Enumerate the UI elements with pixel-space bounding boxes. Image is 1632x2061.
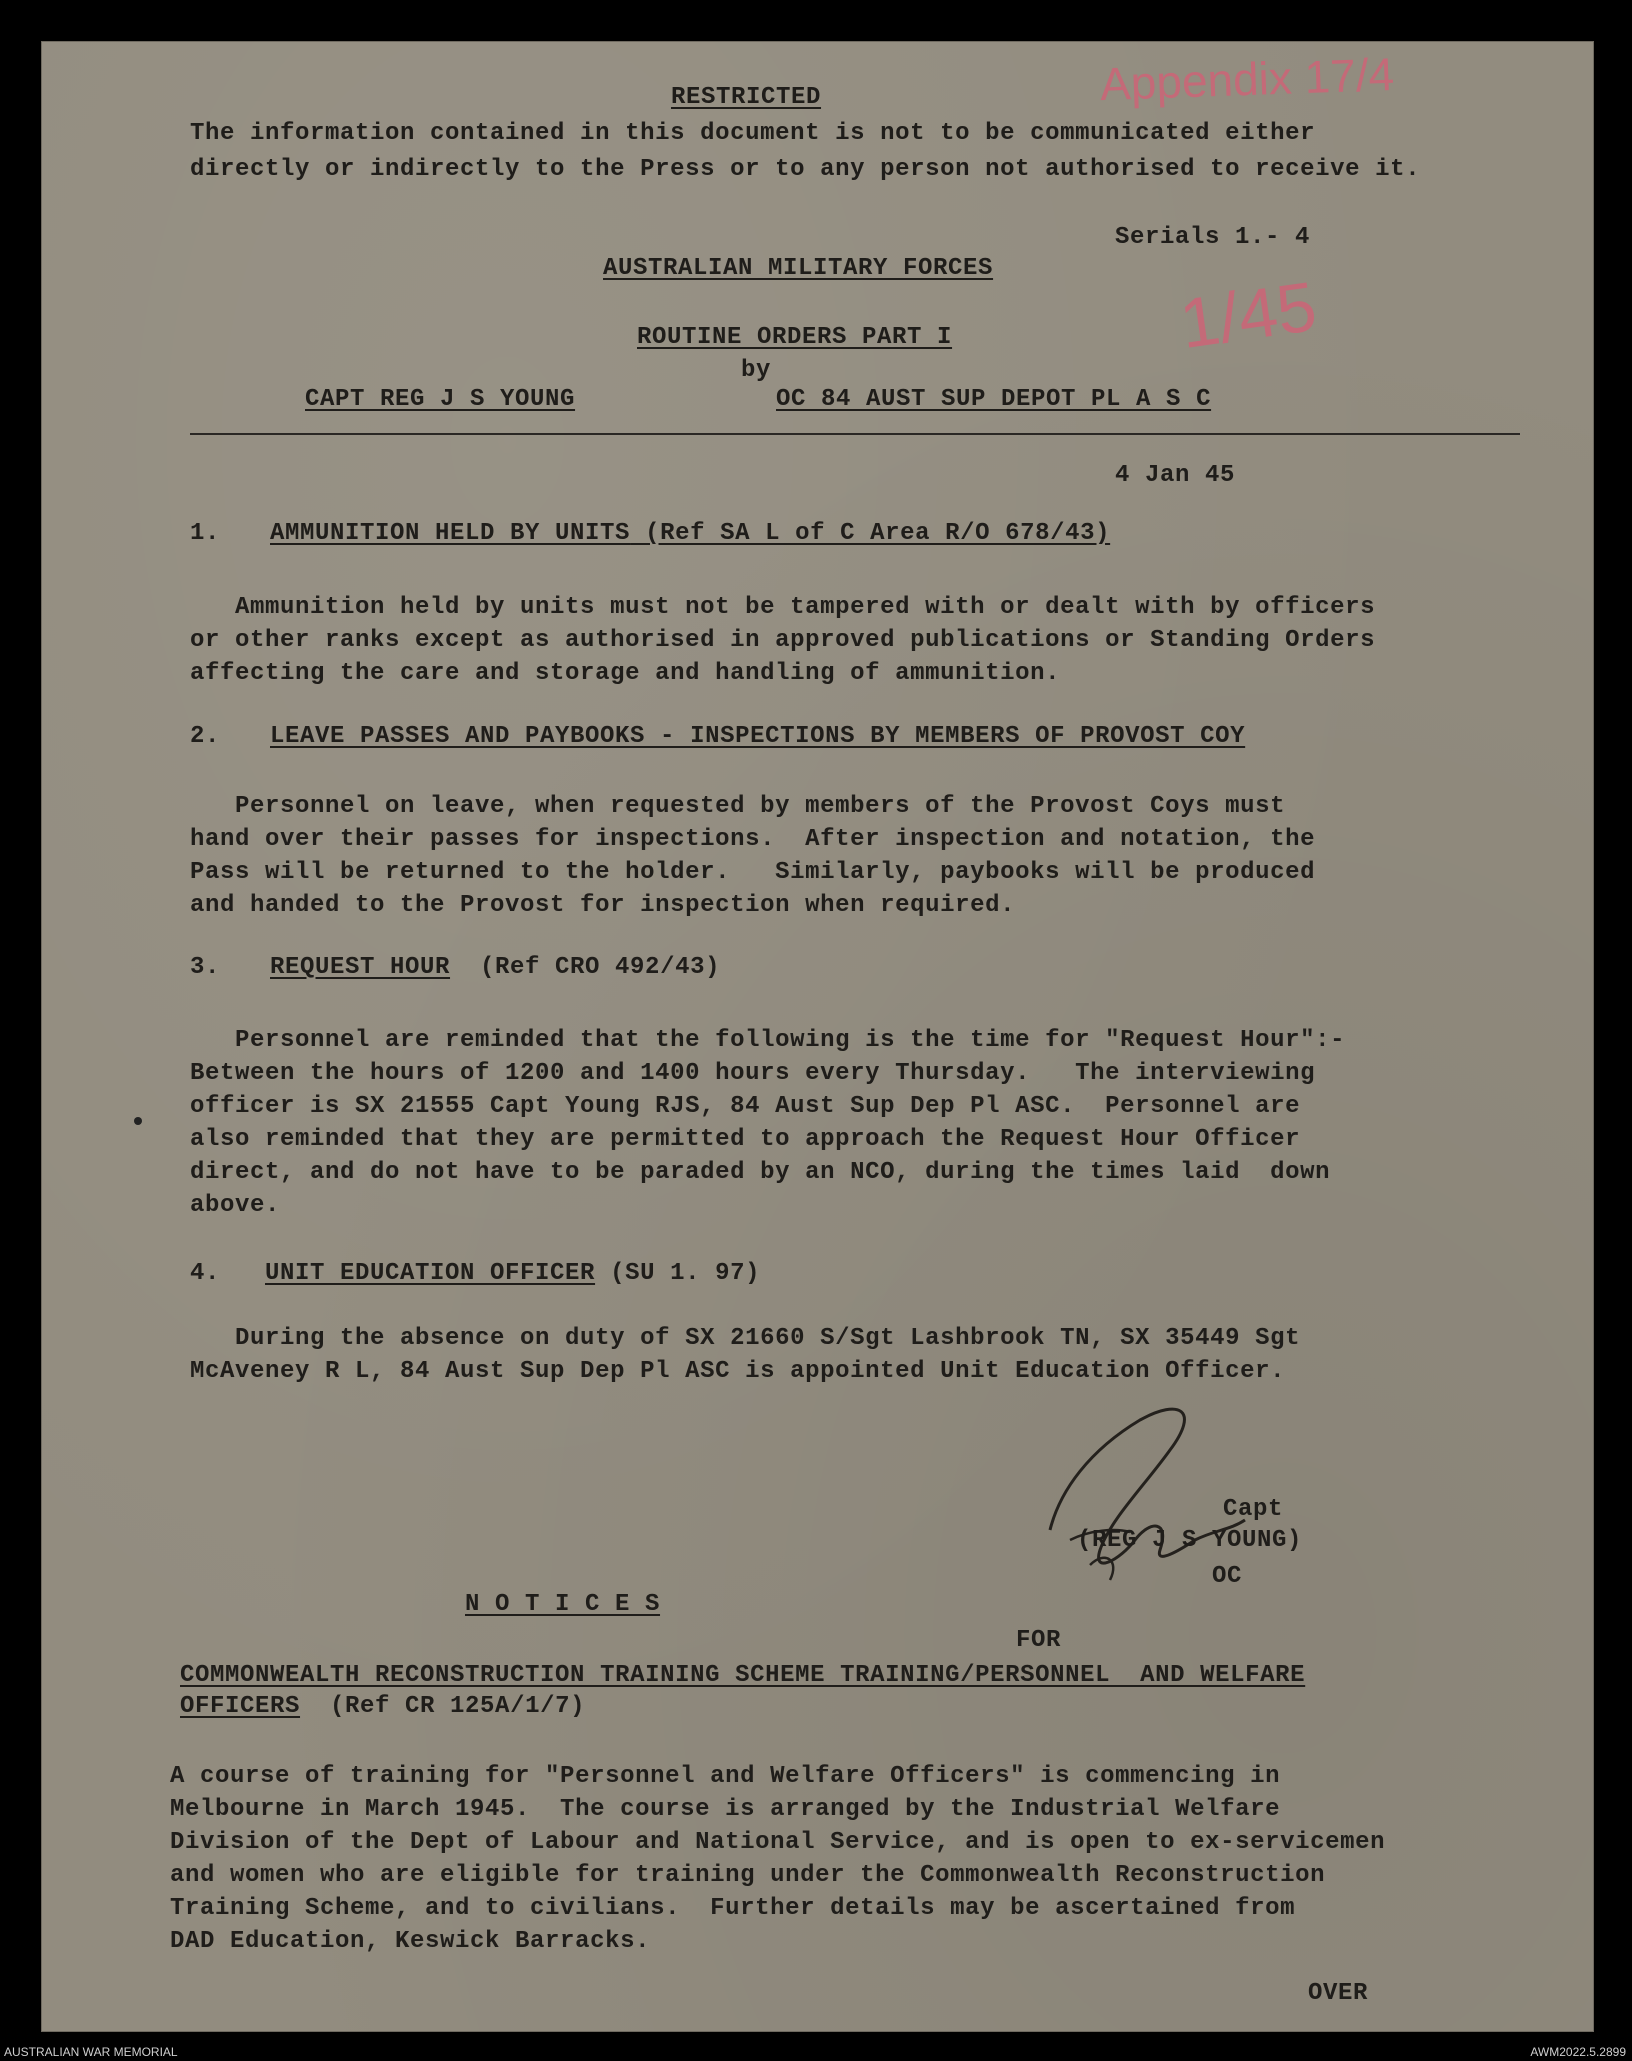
item-3-heading (270, 953, 720, 983)
restricted-heading: RESTRICTED (671, 84, 822, 111)
notices-title-line-1: COMMONWEALTH RECONSTRUCTION TRAINING SCHEME TRAINING/PERSONNEL AND WELFARE (180, 1662, 1306, 1689)
orders-heading: ROUTINE ORDERS PART I (637, 324, 953, 351)
appendix-stamp: Appendix 17/4 (1099, 47, 1395, 111)
item-1-line-2: or other ranks except as authorised in approved publications or Standing Orders (190, 627, 1376, 654)
item-4-line-2: McAveney R L, 84 Aust Sup Dep Pl ASC is appointed Unit Education Officer. (190, 1358, 1286, 1385)
item-2-title: LEAVE PASSES AND PAYBOOKS - INSPECTIONS BY MEMBERS OF PROVOST COY (270, 723, 1246, 750)
item-3-line-6: above. (190, 1192, 281, 1219)
item-4-heading (265, 1259, 760, 1289)
item-1-title: AMMUNITION HELD BY UNITS (270, 520, 631, 547)
notices-ref: (Ref CR 125A/1/7) (300, 1693, 586, 1720)
item-3-ref: (Ref CRO 492/43) (450, 954, 721, 981)
item-3-line-4: also reminded that they are permitted to approach the Request Hour Officer (190, 1126, 1301, 1153)
notices-line-1: A course of training for "Personnel and Welfare Officers" is commencing in (170, 1763, 1281, 1790)
notices-line-2: Melbourne in March 1945. The course is arranged by the Industrial Welfare (170, 1796, 1281, 1823)
item-3-line-5: direct, and do not have to be paraded by an NCO, during the times laid down (190, 1159, 1331, 1186)
item-4-ref: (SU 1. 97) (595, 1260, 761, 1287)
warning-line-1: The information contained in this document is not to be communicated either (190, 120, 1316, 147)
order-date: 4 Jan 45 (1115, 462, 1236, 489)
item-3-number: 3. (190, 954, 221, 981)
order-number-annotation: 1/45 (1175, 266, 1322, 364)
item-3-line-2: Between the hours of 1200 and 1400 hours every Thursday. The interviewing (190, 1060, 1316, 1087)
warning-line-2: directly or indirectly to the Press or to any person not authorised to receive it. (190, 156, 1421, 183)
archive-reference: AWM2022.5.2899 (1530, 2045, 1626, 2059)
item-4-line-1: During the absence on duty of SX 21660 S/Sgt Lashbrook TN, SX 35449 Sgt (190, 1325, 1301, 1352)
item-4-number: 4. (190, 1260, 221, 1287)
item-1-line-1: Ammunition held by units must not be tampered with or dealt with by officers (190, 594, 1376, 621)
item-2-line-4: and handed to the Provost for inspection when required. (190, 892, 1016, 919)
officer-name: CAPT REG J S YOUNG (305, 386, 576, 413)
item-1-line-3: affecting the care and storage and handling of ammunition. (190, 660, 1061, 687)
signature-name: (REG J S YOUNG) (1077, 1527, 1303, 1554)
signature-rank: Capt (1223, 1496, 1284, 1523)
unit-name: OC 84 AUST SUP DEPOT PL A S C (776, 386, 1212, 413)
handwritten-signature (1030, 1390, 1290, 1590)
notices-line-6: DAD Education, Keswick Barracks. (170, 1928, 651, 1955)
serials-label: Serials 1.- 4 (1115, 224, 1311, 251)
item-4-title: UNIT EDUCATION OFFICER (265, 1260, 596, 1287)
item-2-line-3: Pass will be returned to the holder. Similarly, paybooks will be produced (190, 859, 1316, 886)
item-1-ref: (Ref SA L of C Area R/O 678/43) (630, 520, 1111, 547)
over-label: OVER (1308, 1980, 1369, 2007)
force-heading: AUSTRALIAN MILITARY FORCES (603, 255, 994, 282)
item-1-number: 1. (190, 520, 221, 547)
notices-line-4: and women who are eligible for training under the Commonwealth Reconstruction (170, 1862, 1326, 1889)
by-label: by (741, 357, 772, 384)
item-1-heading (270, 519, 1110, 549)
notices-line-5: Training Scheme, and to civilians. Further details may be ascertained from (170, 1895, 1296, 1922)
item-2-line-1: Personnel on leave, when requested by members of the Provost Coys must (190, 793, 1286, 820)
signature-title: OC (1212, 1563, 1243, 1590)
notices-line-3: Division of the Dept of Labour and National Service, and is open to ex-servicemen (170, 1829, 1386, 1856)
item-3-line-1: Personnel are reminded that the following is the time for "Request Hour":- (190, 1027, 1346, 1054)
item-3-title: REQUEST HOUR (270, 954, 451, 981)
item-3-line-3: officer is SX 21555 Capt Young RJS, 84 Aust Sup Dep Pl ASC. Personnel are (190, 1093, 1301, 1120)
notices-for-insert: FOR (1016, 1627, 1062, 1654)
notices-title-line-2: OFFICERS (180, 1693, 301, 1720)
archive-credit: AUSTRALIAN WAR MEMORIAL (4, 2045, 178, 2059)
notices-heading: N O T I C E S (465, 1591, 661, 1618)
notices-title-line-2-row (180, 1692, 585, 1722)
item-2-number: 2. (190, 723, 221, 750)
header-rule (190, 433, 1520, 435)
margin-mark (134, 1117, 142, 1125)
item-2-line-2: hand over their passes for inspections. After inspection and notation, the (190, 826, 1316, 853)
